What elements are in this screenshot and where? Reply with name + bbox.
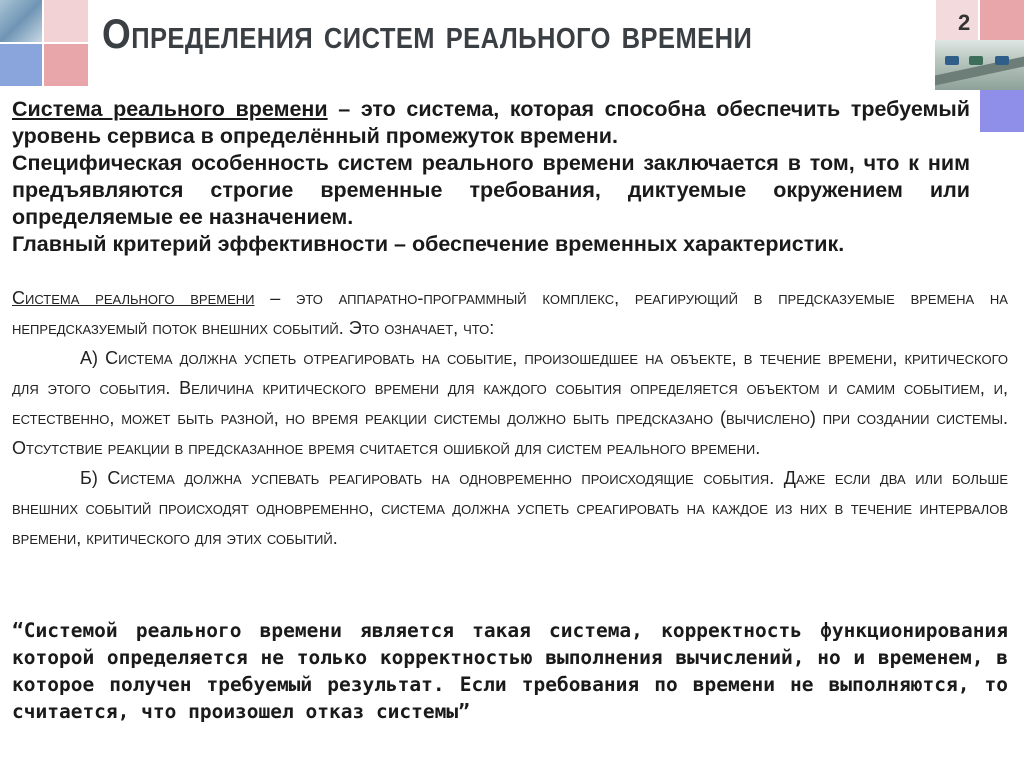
- definition-2-term: Система реального времени: [12, 288, 255, 308]
- quote-block: [12, 617, 1008, 725]
- page-title: Определения систем реального времени: [102, 10, 753, 57]
- quote-paragraph: “Системой реального времени является такая система, корректность функционирования которой определяется не только корректностью выполнения вычислений, но и временем, в которое получен требуемый результат. Если требования по времени не выполняются, то считается, что произошел отказ системы”: [12, 619, 1008, 723]
- decor-square-pink-top-right: [980, 0, 1024, 40]
- highway-photo: [935, 40, 1024, 90]
- specific-feature-paragraph: Специфическая особенность систем реального времени заключается в том, что к ним предъявляются строгие временные требования, диктуемые окружением или определяемые ее назначением.: [12, 151, 970, 229]
- definition-2-text: – это аппаратно-программный комплекс, реагирующий в предсказуемые времена на непредсказуемый поток внешних событий. Это означает, что:: [12, 288, 1008, 338]
- page-number: 2: [958, 10, 971, 35]
- decor-square-violet-right: [980, 90, 1024, 132]
- definition-1-text: – это система, которая способна обеспечить требуемый уровень сервиса в определённый промежуток времени.: [12, 97, 970, 148]
- corner-logo-image: [0, 0, 42, 42]
- definition-2-paragraph: [12, 283, 1008, 343]
- decor-square-pale-top-right: [936, 0, 978, 40]
- definition-block-1: [12, 96, 970, 258]
- decor-square-blue-top-left: [0, 44, 42, 86]
- requirement-a-paragraph: А) Система должна успеть отреагировать на событие, произошедшее на объекте, в течение времени, критического для этого события. Величина критического времени для каждого события определяется объектом и самим событием, и, естественно, может быть разной, но время реакции системы должно быть предсказано (вычислено) при создании системы. Отсутствие реакции в предсказанное время считается ошибкой для систем реального времени.: [12, 348, 1008, 458]
- definition-block-2: [12, 283, 1008, 553]
- definition-1-paragraph: [12, 96, 970, 150]
- decor-square-pink-left: [44, 44, 88, 86]
- main-criterion-paragraph: Главный критерий эффективности – обеспечение временных характеристик.: [12, 232, 845, 256]
- decor-square-pale-left: [44, 0, 88, 42]
- definition-1-term: Система реального времени: [12, 97, 328, 121]
- requirement-b-paragraph: Б) Система должна успевать реагировать на одновременно происходящие события. Даже если два или больше внешних событий происходят одновременно, система должна успеть среагировать на каждое из них в течение интервалов времени, критического для этих событий.: [12, 468, 1008, 548]
